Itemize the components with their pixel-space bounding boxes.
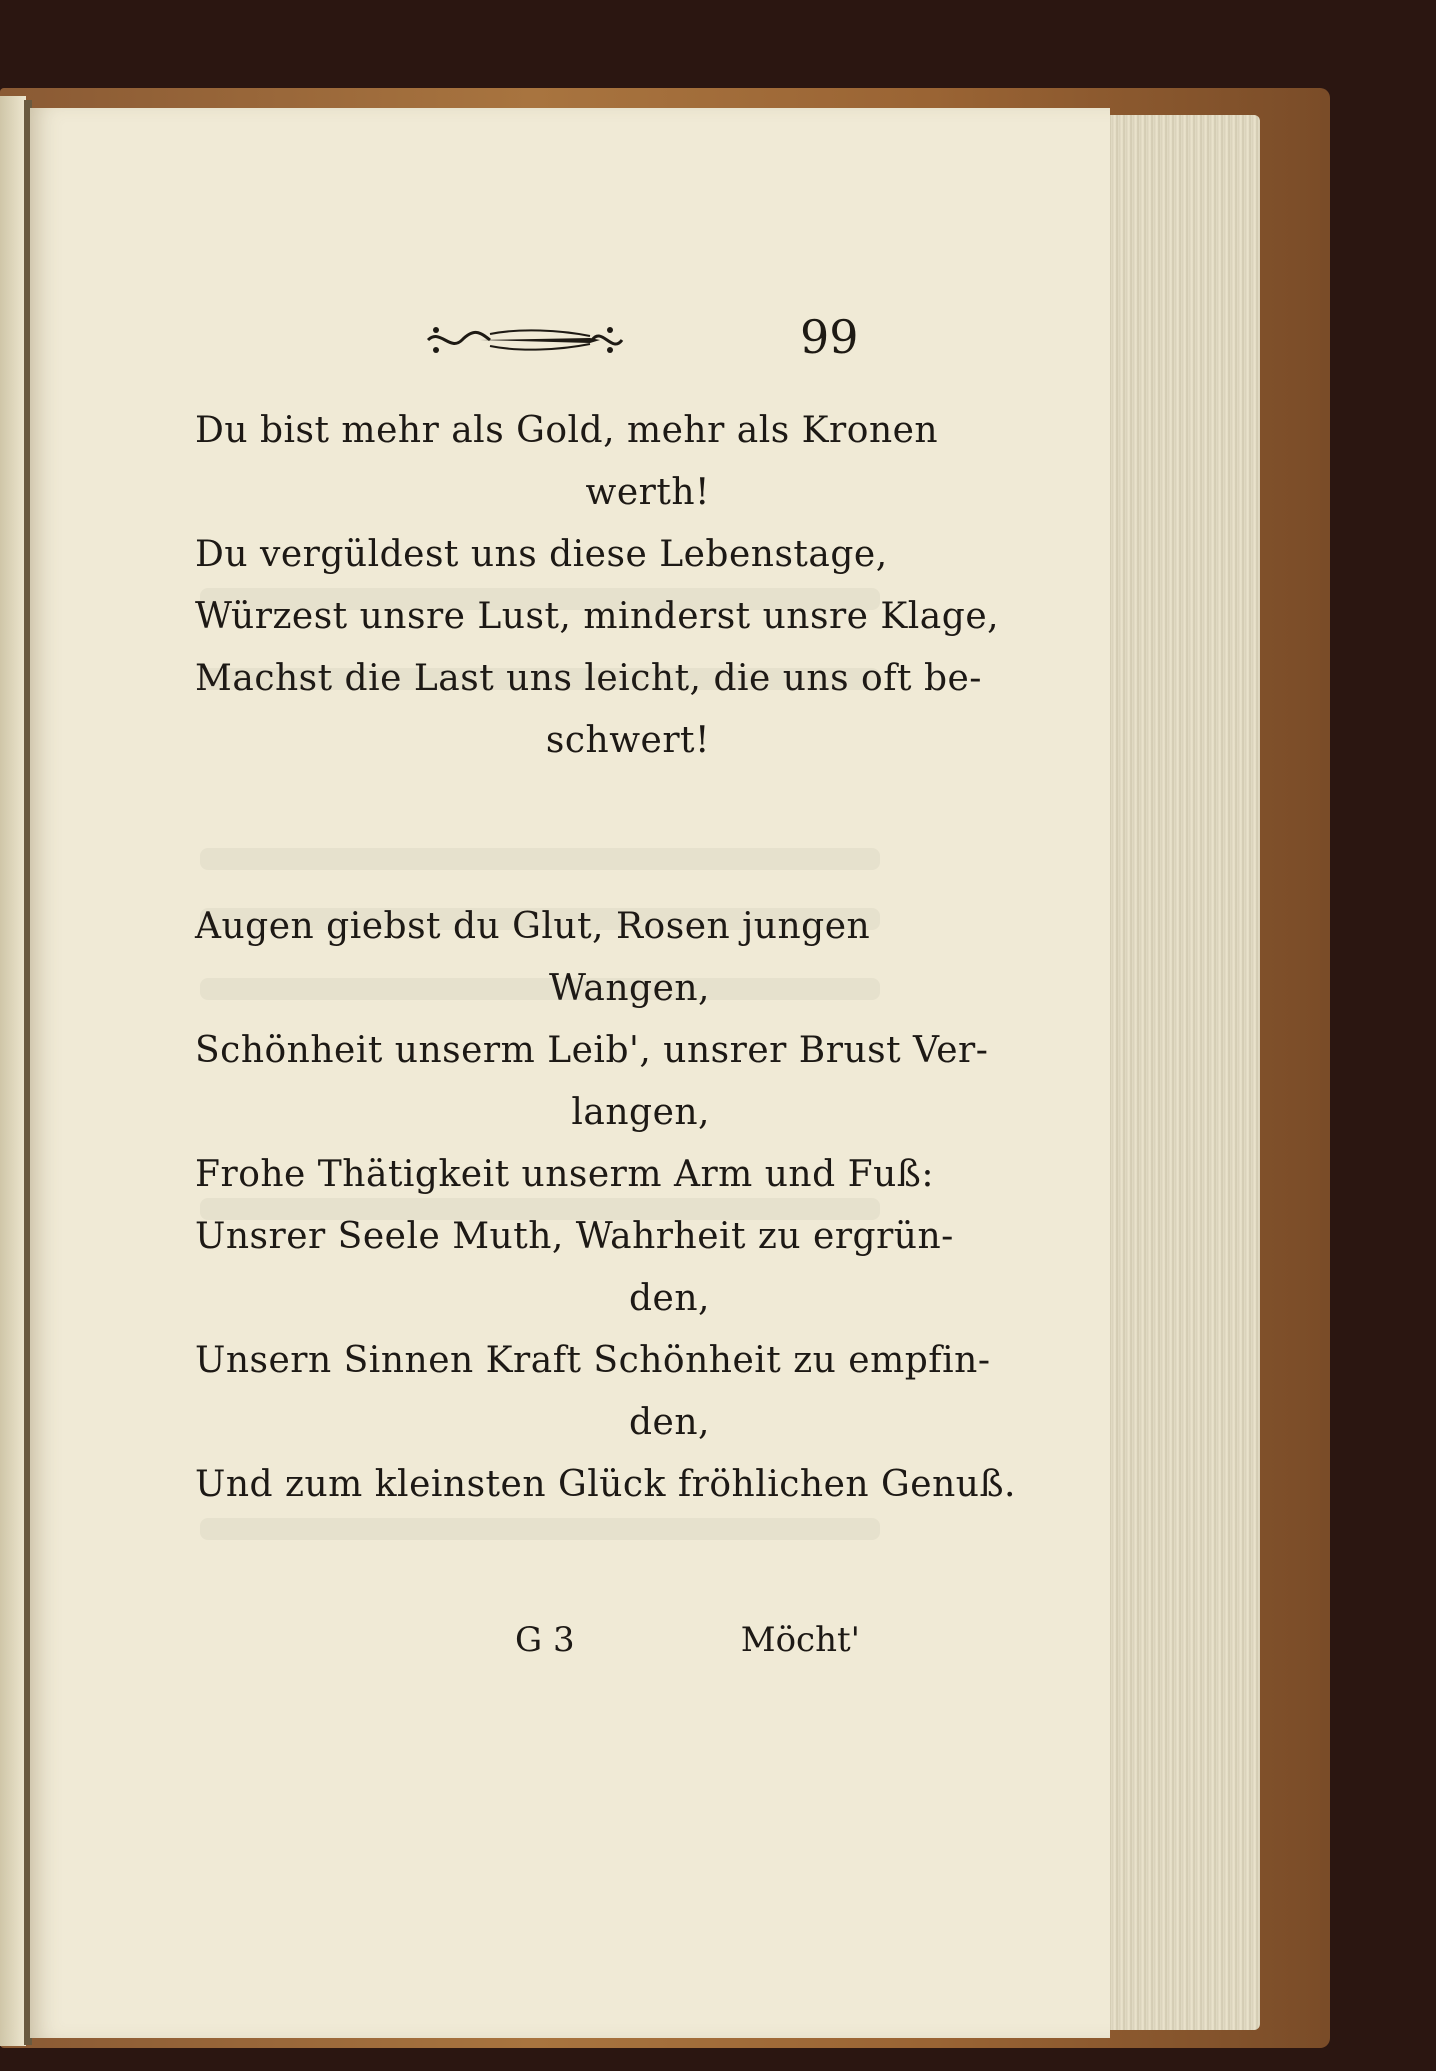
verse-line: den,	[629, 1402, 710, 1443]
verse-line: Augen giebst du Glut, Rosen jungen	[195, 906, 871, 947]
facing-page-edge	[0, 96, 26, 2046]
verse-line: Wangen,	[549, 968, 710, 1009]
verse-line: langen,	[571, 1092, 710, 1133]
poem-text	[195, 400, 1016, 1516]
signature-mark: G 3	[515, 1620, 575, 1660]
headpiece-ornament-icon	[420, 318, 630, 362]
verse-line: Und zum kleinsten Glück fröhlichen Genuß.	[195, 1464, 1016, 1505]
verse-line: Unsern Sinnen Kraft Schönheit zu empfin-	[195, 1340, 991, 1381]
stanza-1	[195, 400, 1000, 772]
verse-line: den,	[629, 1278, 710, 1319]
verse-line: Unsrer Seele Muth, Wahrheit zu ergrün-	[195, 1216, 954, 1257]
verse-line: werth!	[585, 472, 710, 513]
verse-line: Machst die Last uns leicht, die uns oft be-	[195, 658, 982, 699]
page-number: 99	[800, 310, 859, 364]
verse-line: Schönheit unserm Leib', unsrer Brust Ver-	[195, 1030, 989, 1071]
bleed-through-shadow	[200, 1518, 880, 1540]
verse-line: Du bist mehr als Gold, mehr als Kronen	[195, 410, 939, 451]
stanza-2	[195, 896, 1016, 1516]
verse-line: Du vergüldest uns diese Lebenstage,	[195, 534, 888, 575]
page-block-edge	[1105, 115, 1260, 2030]
verse-line: schwert!	[545, 720, 710, 761]
verse-line: Frohe Thätigkeit unserm Arm und Fuß:	[195, 1154, 934, 1195]
catchword: Möcht'	[740, 1620, 860, 1660]
verse-line: Würzest unsre Lust, minderst unsre Klage,	[195, 596, 1000, 637]
stanza-gap	[195, 772, 860, 896]
